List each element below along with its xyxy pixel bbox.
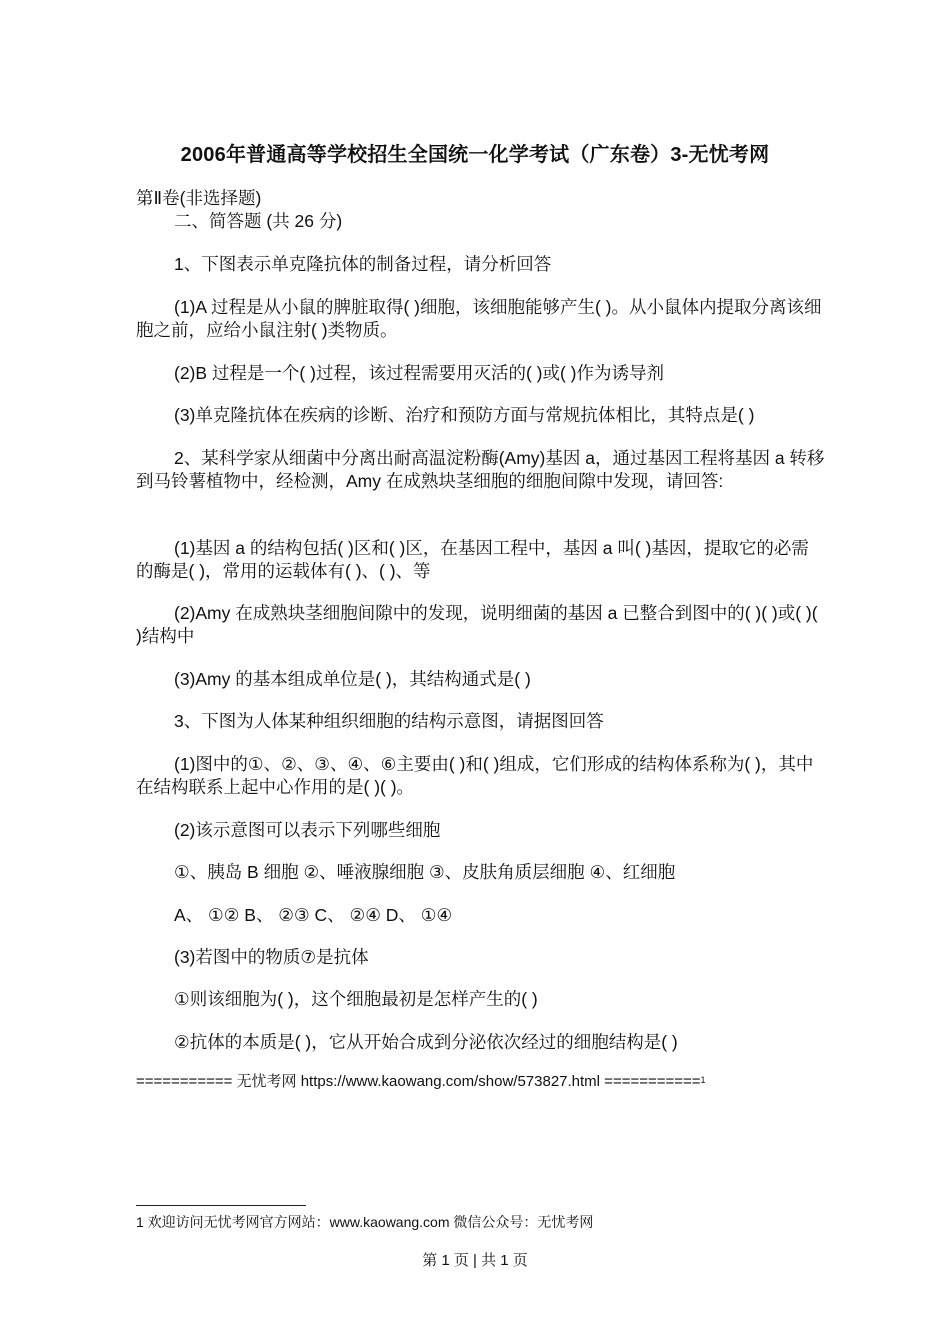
source-line [136,1072,706,1092]
question-2-part-1: (1)基因 a 的结构包括( )区和( )区，在基因工程中，基因 a 叫( )基因，提取它的必需的酶是( )，常用的运载体有( )、( )、等 [136,538,809,581]
question-3-part-3-sub-2: ②抗体的本质是( )，它从开始合成到分泌依次经过的细胞结构是( ) [174,1032,678,1052]
footnote-divider [136,1205,306,1206]
question-2-part-3: (3)Amy 的基本组成单位是( )，其结构通式是( ) [174,669,531,689]
footnote: 1 欢迎访问无忧考网官方网站：www.kaowang.com 微信公众号：无忧考网 [136,1214,594,1230]
question-3-options-cells: ①、胰岛 B 细胞 ②、唾液腺细胞 ③、皮肤角质层细胞 ④、红细胞 [174,862,676,882]
question-3-part-2: (2)该示意图可以表示下列哪些细胞 [174,820,441,840]
question-3-part-1: (1)图中的①、②、③、④、⑥主要由( )和( )组成，它们形成的结构体系称为( )，其中在结构联系上起中心作用的是( )( )。 [136,754,814,797]
question-3-options-choices: A、 ①② B、 ②③ C、 ②④ D、 ①④ [174,905,453,925]
question-1-part-3: (3)单克隆抗体在疾病的诊断、治疗和预防方面与常规抗体相比，其特点是( ) [174,405,755,425]
question-1-part-2: (2)B 过程是一个( )过程，该过程需要用灭活的( )或( )作为诱导剂 [174,363,664,383]
footnote-mark: 1 [700,1075,706,1085]
source-line-text: =========== 无忧考网 https://www.kaowang.com/show/573827.html =========== [136,1073,701,1090]
question-1-part-1: (1)A 过程是从小鼠的脾脏取得( )细胞，该细胞能够产生( )。从小鼠体内提取分离该细胞之前，应给小鼠注射( )类物质。 [136,297,822,340]
question-3: 3、下图为人体某种组织细胞的结构示意图，请据图回答 [174,711,604,731]
question-1: 1、下图表示单克隆抗体的制备过程，请分析回答 [174,254,552,274]
section-heading: 第Ⅱ卷(非选择题) [136,188,262,208]
question-2: 2、某科学家从细菌中分离出耐高温淀粉酶(Amy)基因 a，通过基因工程将基因 a 转移到马铃薯植物中，经检测，Amy 在成熟块茎细胞的细胞间隙中发现，请回答: [136,448,825,491]
question-3-part-3-sub-1: ①则该细胞为( )，这个细胞最初是怎样产生的( ) [174,989,538,1009]
question-3-part-3: (3)若图中的物质⑦是抗体 [174,947,369,967]
page-number: 第 1 页 | 共 1 页 [422,1252,528,1269]
part-heading: 二、简答题 (共 26 分) [174,211,343,231]
question-2-part-2: (2)Amy 在成熟块茎细胞间隙中的发现，说明细菌的基因 a 已整合到图中的( )( )或( )( )结构中 [136,603,818,646]
document-title: 2006年普通高等学校招生全国统一化学考试（广东卷）3-无忧考网 [180,144,770,166]
